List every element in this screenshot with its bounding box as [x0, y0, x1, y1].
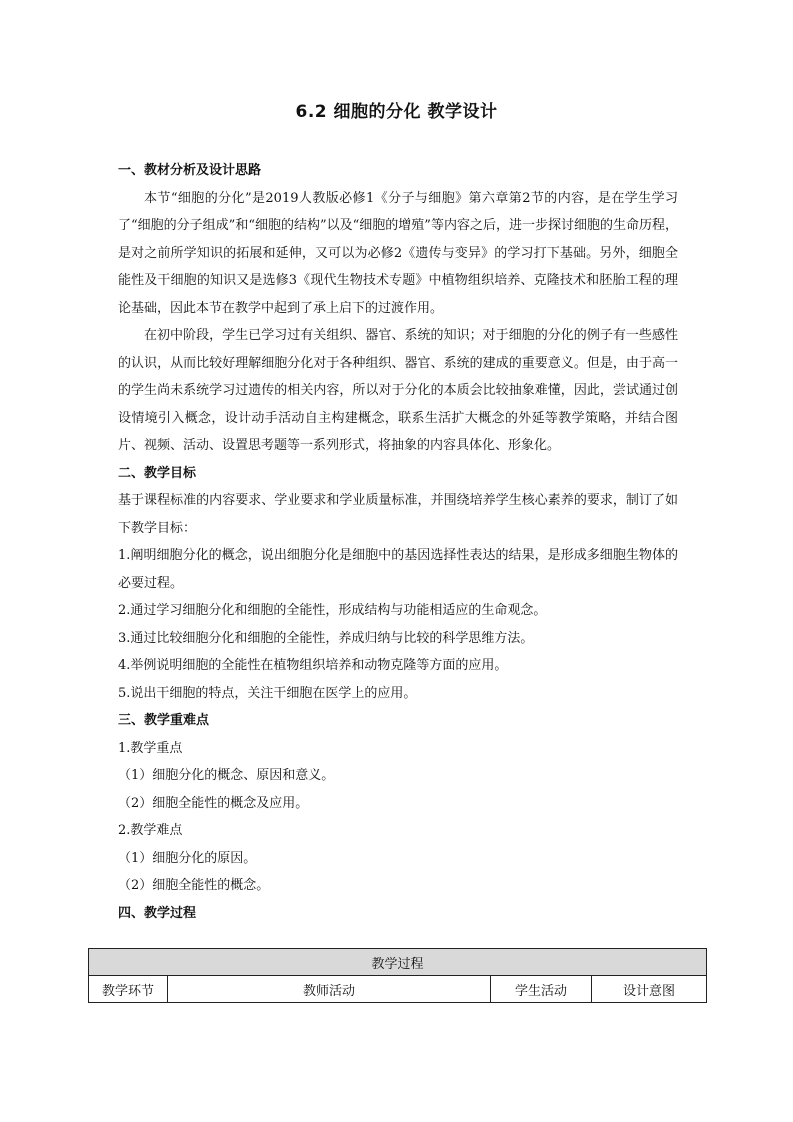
document-body — [118, 157, 678, 927]
section-heading-2: 二、教学目标 — [118, 465, 197, 481]
column-header-design-intent: 设计意图 — [592, 976, 707, 1003]
objective-item: 5.说出干细胞的特点，关注干细胞在医学上的应用。 — [118, 685, 417, 701]
difficult-point-item: （2）细胞全能性的概念。 — [118, 878, 270, 893]
difficult-point-item: （1）细胞分化的原因。 — [118, 850, 257, 866]
objective-item: 4.举例说明细胞的全能性在植物组织培养和动物克隆等方面的应用。 — [118, 658, 508, 673]
document-title: 6.2 细胞的分化 教学设计 — [295, 102, 498, 122]
column-header-stage: 教学环节 — [89, 976, 168, 1003]
section-heading-3: 三、教学重难点 — [118, 713, 210, 728]
key-point-item: （1）细胞分化的概念、原因和意义。 — [118, 768, 335, 783]
table-caption: 教学过程 — [89, 949, 707, 976]
section-1-paragraph-1: 本节“细胞的分化”是2019人教版必修1《分子与细胞》第六章第2节的内容，是在学生学习了“细胞的分子组成”和“细胞的结构”以及“细胞的增殖”等内容之后，进一步探讨细胞的生命历程，是对之前所学知识的拓展和延伸，又可以为必修2《遗传与变异》的学习打下基础。另外，细胞全能性及干细胞的知识又是选修3《现代生物技术专题》中植物组织培养、克隆技术和胚胎工程的理论基础，因此本节在教学中起到了承上启下的过渡作用。 — [118, 190, 678, 316]
table-caption-row — [89, 949, 707, 976]
section-2-intro: 基于课程标准的内容要求、学业要求和学业质量标准，并围绕培养学生核心素养的要求，制订了如下教学目标： — [118, 493, 678, 536]
table-header-row — [89, 976, 707, 1003]
objective-item: 1.阐明细胞分化的概念，说出细胞分化是细胞中的基因选择性表达的结果，是形成多细胞生物体的必要过程。 — [118, 548, 678, 591]
section-1-paragraph-2: 在初中阶段，学生已学习过有关组织、器官、系统的知识；对于细胞的分化的例子有一些感性的认识，从而比较好理解细胞分化对于各种组织、器官、系统的建成的重要意义。但是，由于高一的学生尚未系统学习过遗传的相关内容，所以对于分化的本质会比较抽象难懂，因此，尝试通过创设情境引入概念，设计动手活动自主构建概念，联系生活扩大概念的外延等教学策略，并结合图片、视频、活动、设置思考题等一系列形式，将抽象的内容具体化、形象化。 — [118, 328, 678, 453]
column-header-student-activity: 学生活动 — [491, 976, 592, 1003]
difficult-points-label: 2.教学难点 — [118, 823, 183, 838]
column-header-teacher-activity: 教师活动 — [168, 976, 491, 1003]
key-points-label: 1.教学重点 — [118, 740, 183, 756]
key-point-item: （2）细胞全能性的概念及应用。 — [118, 795, 309, 811]
section-heading-4: 四、教学过程 — [118, 905, 197, 921]
section-heading-1: 一、教材分析及设计思路 — [118, 163, 262, 178]
objective-item: 3.通过比较细胞分化和细胞的全能性，养成归纳与比较的科学思维方法。 — [118, 630, 534, 646]
objective-item: 2.通过学习细胞分化和细胞的全能性，形成结构与功能相适应的生命观念。 — [118, 603, 547, 618]
teaching-process-table — [88, 948, 707, 1003]
